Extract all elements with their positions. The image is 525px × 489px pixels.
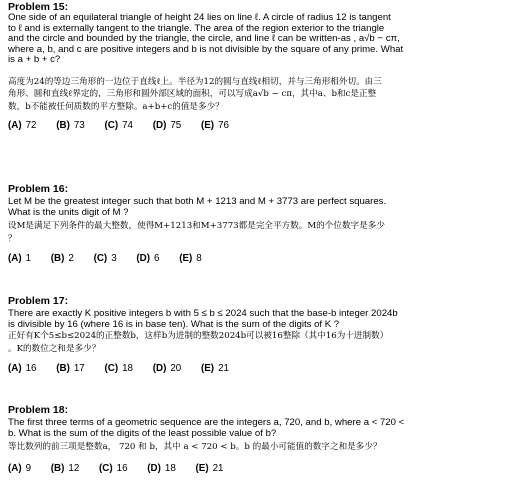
zh-line: 正好有K个5≤b≤2024的正整数b，这样b为进制的整数2024b可以被16整除（其中16为十进制数） xyxy=(8,331,389,342)
choice-b: (B) 12 xyxy=(50,462,80,474)
choice-d: (D) 20 xyxy=(152,363,182,375)
choice-a: (A) 72 xyxy=(8,120,37,132)
choice-e: (E) 21 xyxy=(195,462,224,474)
en-line: One side of an equilateral triangle of height 24 lies on line ℓ. A circle of radius 12 is tangent xyxy=(8,12,391,23)
en-line: is divisible by 16 (where 16 is in base ten). What is the sum of the digits of K ? xyxy=(8,318,340,330)
zh-line: 数，b不能被任何质数的平方整除。a+b+c的值是多少？ xyxy=(8,101,224,112)
choice-a: (A) 1 xyxy=(8,253,32,265)
zh-line: 。K的数位之和是多少？ xyxy=(8,343,101,354)
en-line: and the circle and bounded by the triangle, the circle, and line ℓ can be written-as , a√b − cπ, xyxy=(8,33,400,45)
en-line: There are exactly K positive integers b with 5 ≤ b ≤ 2024 such that the base-b integer 2024b xyxy=(8,308,398,319)
zh-line: 等比数列的前三项是整数a， 720 和 b，其中 a < 720 < b。b 的最小可能值的数字之和是多少？ xyxy=(8,442,382,453)
choice-d: (D) 75 xyxy=(152,120,182,132)
choice-c: (C) 3 xyxy=(93,253,117,265)
problem-text-zh xyxy=(8,76,517,114)
en-line: is a + b + c? xyxy=(8,54,61,66)
problem-15 xyxy=(8,1,517,132)
en-line: b. What is the sum of the digits of the least possible value of b? xyxy=(8,427,277,439)
choice-b: (B) 73 xyxy=(56,120,85,132)
problem-title: Problem 17: xyxy=(8,295,69,307)
choice-b: (B) 2 xyxy=(50,253,74,265)
choice-d: (D) 6 xyxy=(136,253,160,265)
choice-e: (E) 8 xyxy=(179,253,202,265)
zh-line: 设M是满足下列条件的最大整数，使得M+1213和M+3773都是完全平方数。M的个位数字是多少 xyxy=(8,221,385,232)
answer-choices xyxy=(8,120,517,132)
problem-title: Problem 15: xyxy=(8,1,69,13)
problem-text-en xyxy=(8,13,517,66)
answer-choices xyxy=(8,363,517,375)
en-line: What is the units digit of M ? xyxy=(8,206,129,218)
choice-e: (E) 21 xyxy=(201,363,229,375)
en-line: to ℓ and is externally tangent to the triangle. The area of the region exterior to the triangle xyxy=(8,22,385,34)
choice-a: (A) 16 xyxy=(8,363,37,375)
problem-title: Problem 18: xyxy=(8,404,69,416)
en-line: where a, b, and c are positive integers and b is not divisible by the square of any prime. What xyxy=(8,43,404,55)
choice-c: (C) 74 xyxy=(104,120,134,132)
problem-title: Problem 16: xyxy=(8,183,69,195)
problem-text-en xyxy=(8,418,517,439)
problem-17 xyxy=(8,295,517,375)
choice-c: (C) 18 xyxy=(104,363,134,375)
problem-text-zh xyxy=(8,330,517,355)
problem-text-zh xyxy=(8,441,517,454)
choice-a: (A) 9 xyxy=(8,462,32,474)
answer-choices xyxy=(8,253,517,265)
zh-line: 高度为24的等边三角形的一边位于直线ℓ上。半径为12的圆与直线ℓ相切，并与三角形相外切。由三 xyxy=(8,76,382,87)
choice-d: (D) 18 xyxy=(147,462,176,474)
en-line: Let M be the greatest integer such that both M + 1213 and M + 3773 are perfect squares. xyxy=(8,196,387,207)
zh-line: ？ xyxy=(8,233,17,244)
problem-text-zh xyxy=(8,220,517,245)
problem-text-en xyxy=(8,309,517,330)
choice-e: (E) 76 xyxy=(201,120,229,132)
answer-choices xyxy=(8,463,517,475)
choice-c: (C) 16 xyxy=(99,462,128,474)
problem-16 xyxy=(8,183,517,265)
problem-text-en xyxy=(8,197,517,218)
zh-line: 角形、圆和直线ℓ界定的，三角形和圆外部区域的面积，可以写成a√b − cπ，其中a、b和c是正整 xyxy=(8,89,377,100)
choice-b: (B) 17 xyxy=(56,363,85,375)
en-line: The first three terms of a geometric sequence are the integers a, 720, and b, where a < 720 < xyxy=(8,417,405,428)
problem-18 xyxy=(8,404,517,475)
